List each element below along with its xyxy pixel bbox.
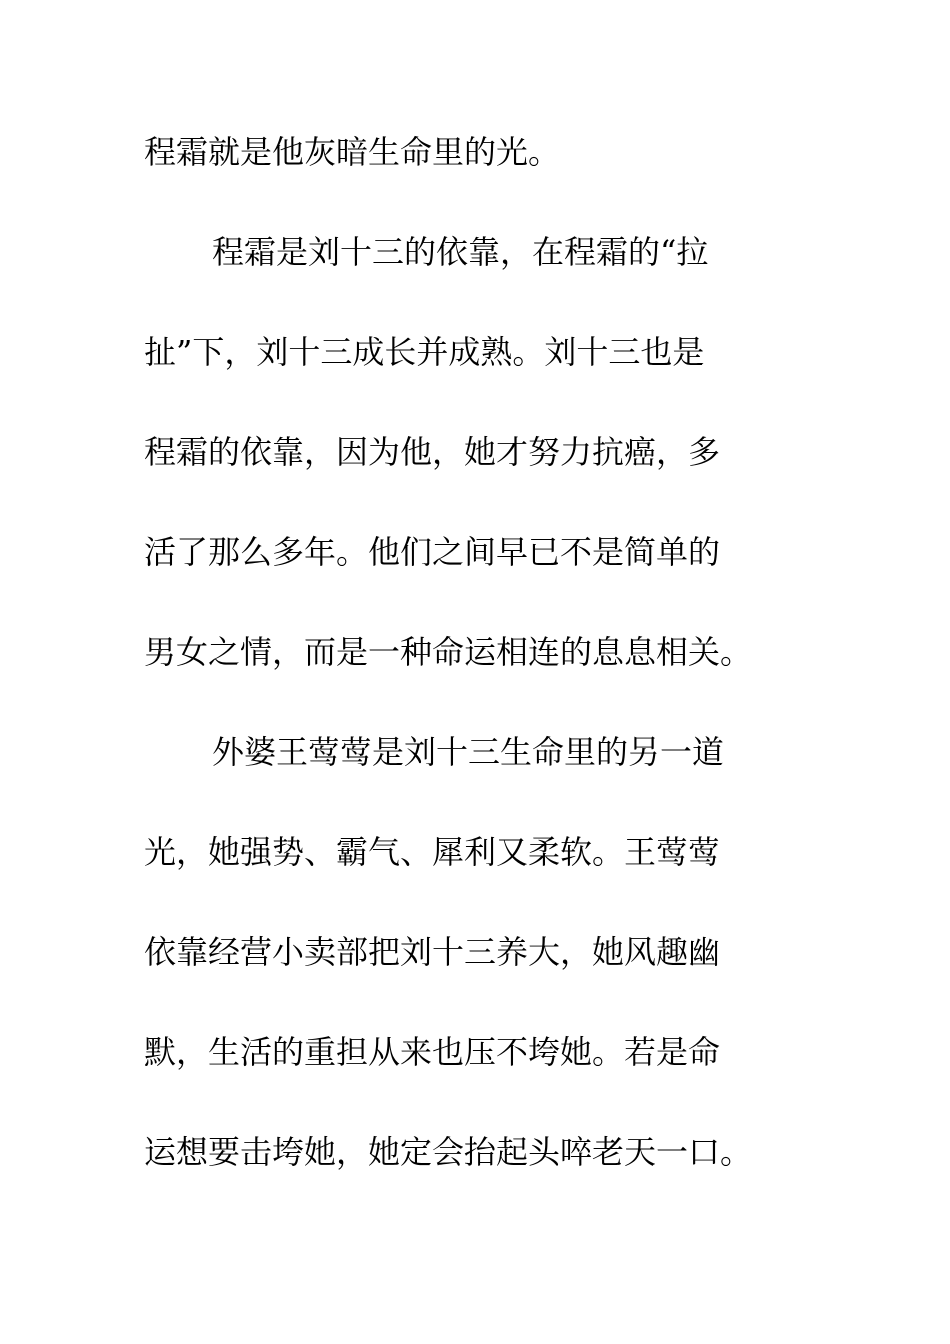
paragraph-start-line: 程霜是刘十三的依靠，在程霜的“拉 xyxy=(212,233,709,271)
text-line: 默，生活的重担从来也压不垮她。若是命 xyxy=(144,1033,721,1071)
text-line: 男女之情，而是一种命运相连的息息相关。 xyxy=(144,633,753,671)
text-line: 光，她强势、霸气、犀利又柔软。王莺莺 xyxy=(144,833,721,871)
text-line: 程霜的依靠，因为他，她才努力抗癌，多 xyxy=(144,433,721,471)
paragraph-start-line: 外婆王莺莺是刘十三生命里的另一道 xyxy=(212,733,725,771)
text-line: 活了那么多年。他们之间早已不是简单的 xyxy=(144,533,721,571)
body-text xyxy=(144,127,804,1227)
text-line: 依靠经营小卖部把刘十三养大，她风趣幽 xyxy=(144,933,721,971)
text-line: 扯”下，刘十三成长并成熟。刘十三也是 xyxy=(144,333,705,371)
text-line: 运想要击垮她，她定会抬起头啐老天一口。 xyxy=(144,1133,753,1171)
text-line: 程霜就是他灰暗生命里的光。 xyxy=(144,133,561,171)
